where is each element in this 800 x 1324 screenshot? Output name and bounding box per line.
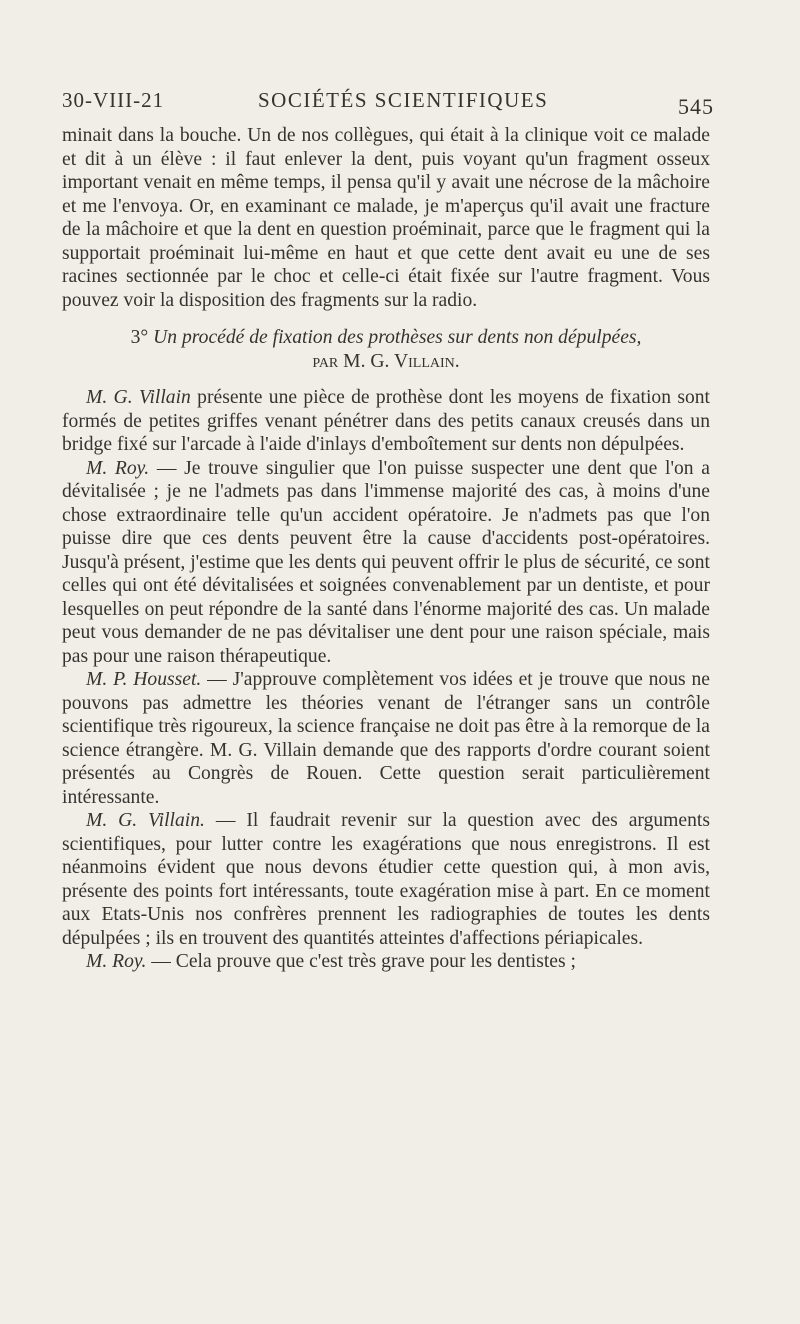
speaker-name: M. Roy. bbox=[86, 457, 150, 479]
paragraph-text: — Je trouve singulier que l'on puisse suspecter une dent que l'on a dévitalisée ; je ne l'admets pas dans l'immense majorité des cas, à moins d'une chose extraordinaire telle qu'un accident opératoire. Je n'admets pas que l'on puisse dire que ces dents peuvent être la cause d'accidents post-opératoires. Jusqu'à présent, j'estime que les dents qui peuvent offrir le plus de sécurité, ce sont celles qui ont été dévitalisées et soignées convenablement par un dentiste, et pour lesquelles on peut répondre de la santé dans l'énorme majorité des cas. Un malade peut vous demander de ne pas dévitaliser une dent pour une raison spéciale, mais pas pour une raison thérapeutique. bbox=[62, 457, 710, 667]
speaker-name: M. G. Villain. bbox=[86, 810, 205, 831]
paragraph-roy-2 bbox=[62, 950, 710, 974]
paragraph-villain-2 bbox=[62, 809, 710, 950]
paragraph-text: — Il faudrait revenir sur la question avec des arguments scientifiques, pour lutter contre les exagérations que nous enregistrons. Il est néanmoins évident que nous devons étudier cette question qui, à mon avis, présente des points fort intéressants, toute exagération mise à part. En ce moment aux Etats-Unis nos confrères prennent les radiographies de toutes les dents dépulpées ; ils en trouvent des quantités atteintes d'affections périapicales. bbox=[62, 810, 710, 949]
paragraph-text: — J'approuve complètement vos idées et je trouve que nous ne pouvons pas admettre les théories venant de l'étranger sans un contrôle scientifique très rigoureux, la science française ne doit pas être à la remorque de la science étrangère. M. G. Villain demande que des rapports d'ordre courant soient présentés au Congrès de Rouen. Cette question serait particulièrement intéressante. bbox=[62, 669, 711, 808]
paragraph-housset bbox=[62, 668, 710, 809]
section-heading bbox=[62, 326, 710, 374]
section-number: 3° bbox=[130, 327, 149, 348]
section-byline: par M. G. Villain. bbox=[312, 351, 460, 372]
speaker-name: M. P. Housset. bbox=[86, 669, 202, 690]
paragraph-text: présente une pièce de prothèse dont les moyens de fixation sont formés de petites griffes venant pénétrer dans des petits canaux creusés dans un bridge fixé sur l'arcade à l'aide d'inlays d'emboîtement sur dents non dépulpées. bbox=[62, 387, 711, 455]
running-header bbox=[62, 88, 714, 119]
paragraph-roy-1 bbox=[62, 457, 710, 669]
paragraph-text: — Cela prouve que c'est très grave pour les dentistes ; bbox=[146, 951, 576, 972]
speaker-name: M. G. Villain bbox=[86, 387, 191, 408]
section-title: Un procédé de fixation des prothèses sur dents non dépulpées, bbox=[153, 327, 642, 348]
page-number: 545 bbox=[678, 94, 714, 119]
header-date: 30-VIII-21 bbox=[62, 88, 165, 112]
paragraph-continued: minait dans la bouche. Un de nos collègues, qui était à la clinique voit ce malade et dit à un élève : il faut enlever la dent, puis voyant qu'un fragment osseux important venait en même temps, il pensa qu'il y avait une nécrose de la mâchoire et me l'envoya. Or, en examinant ce malade, je m'aperçus qu'il avait une fracture de la mâchoire et que la dent en question proéminait, parce que le fragment qui la supportait proéminait lui-même en haut et que cette dent avait eu une de ses racines sectionnée par le choc et celle-ci était fixée sur l'autre fragment. Vous pouvez voir la disposition des fragments sur la radio. bbox=[62, 125, 710, 311]
speaker-name: M. Roy. bbox=[86, 951, 147, 972]
body-text bbox=[62, 124, 710, 974]
header-title: SOCIÉTÉS SCIENTIFIQUES bbox=[258, 88, 549, 112]
paragraph-villain-1 bbox=[62, 386, 710, 457]
